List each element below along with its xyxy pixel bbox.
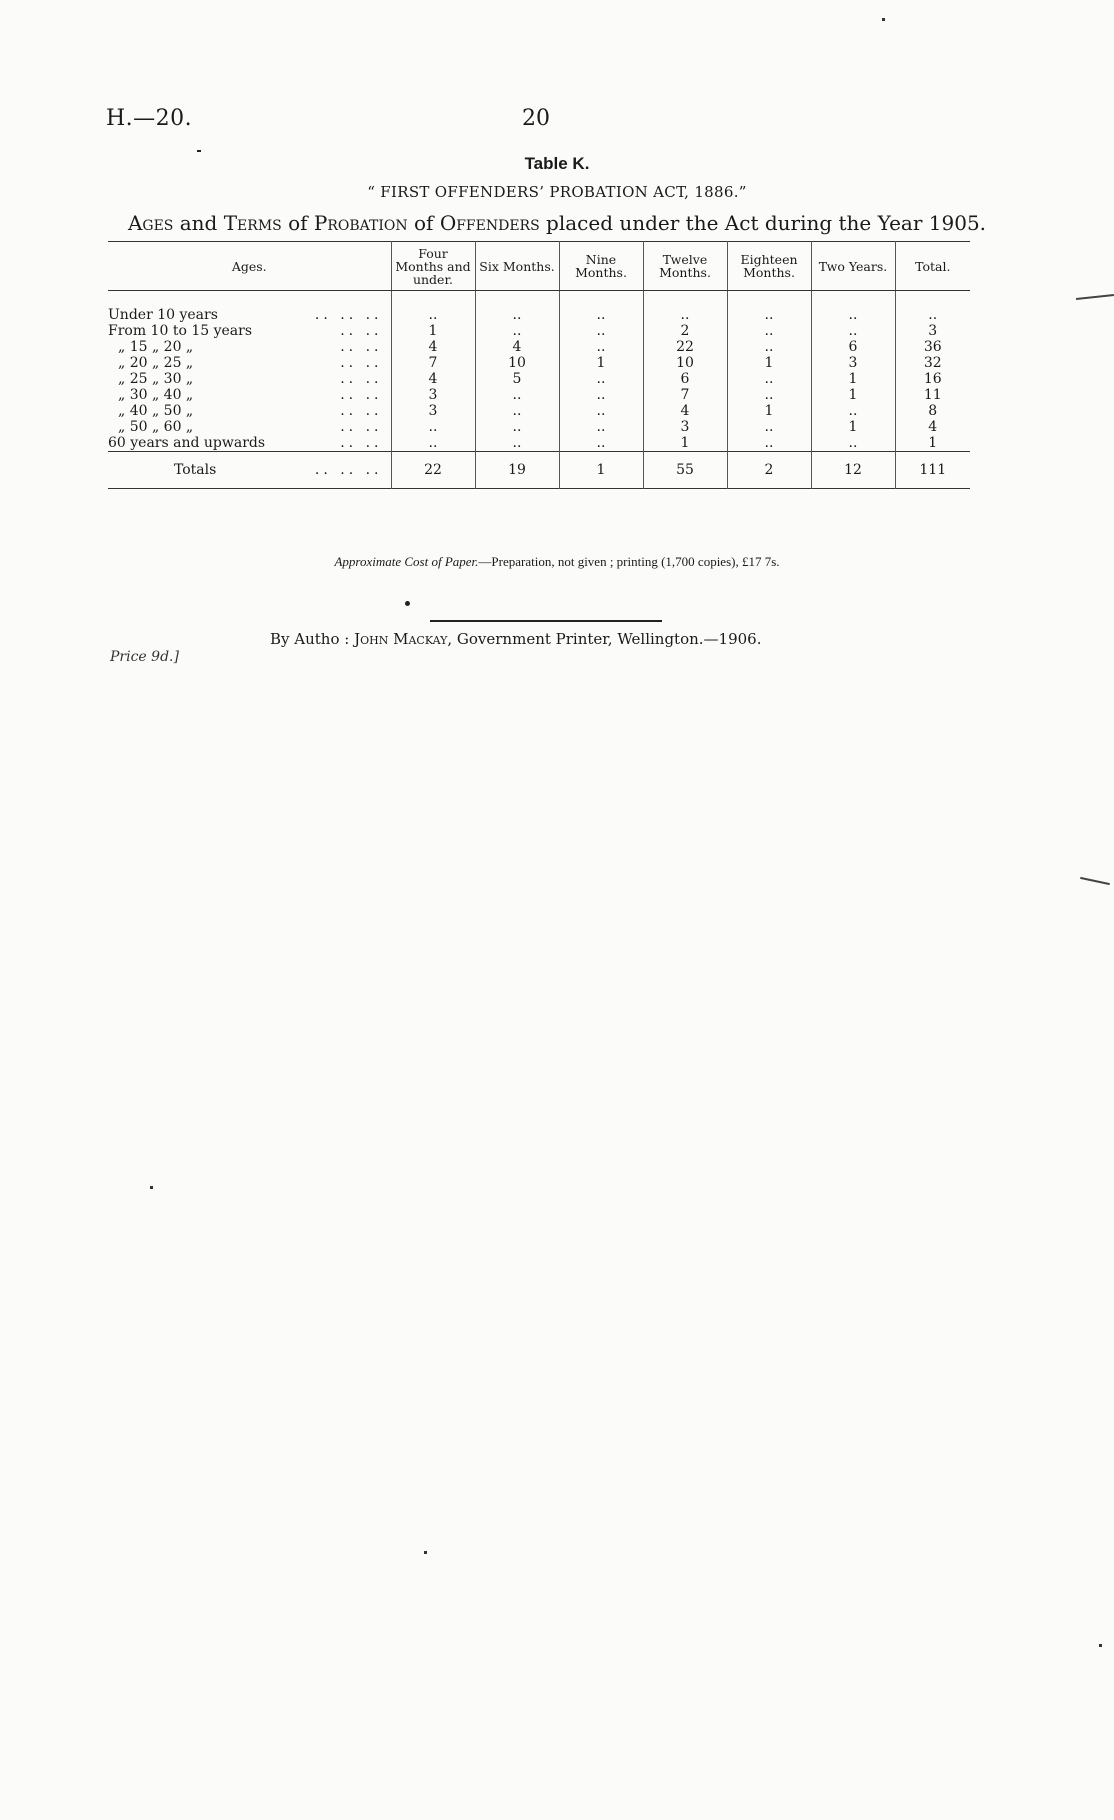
row-label [108, 387, 391, 403]
col-header-eighteen-months: Eighteen Months. [727, 242, 811, 291]
col-header-ages: Ages. [108, 242, 391, 291]
row-label-text: „ 50 „ 60 „ [118, 419, 194, 435]
cell-nine: 1 [559, 452, 643, 489]
imprint-sep: : [339, 630, 355, 648]
cell-two: 12 [811, 452, 895, 489]
cell-six: .. [475, 387, 559, 403]
row-label [108, 435, 391, 452]
table-row [108, 323, 970, 339]
leader-dots: .. .. [340, 323, 383, 339]
cell-six: .. [475, 403, 559, 419]
leader-dots: .. .. [340, 435, 383, 451]
caption-part: Terms [223, 211, 282, 235]
table-row [108, 435, 970, 452]
row-label [108, 323, 391, 339]
caption-part: Offenders [439, 211, 540, 235]
cell-two: 1 [811, 371, 895, 387]
probation-table [108, 241, 970, 489]
leader-dots: .. .. [340, 339, 383, 355]
price-note: Price 9d.] [110, 649, 179, 665]
cell-total: 4 [895, 419, 970, 435]
cell-twelve: 6 [643, 371, 727, 387]
imprint-suffix: , Government Printer, Wellington.—1906. [447, 630, 762, 648]
cell-total: 11 [895, 387, 970, 403]
cell-two: 6 [811, 339, 895, 355]
cell-twelve: 3 [643, 419, 727, 435]
caption-part: of [407, 211, 440, 235]
caption-part: of [281, 211, 314, 235]
printer-mark [197, 150, 201, 152]
cell-eighteen: .. [727, 419, 811, 435]
col-header-two-years: Two Years. [811, 242, 895, 291]
act-title: “ FIRST OFFENDERS’ PROBATION ACT, 1886.” [367, 183, 747, 201]
cell-six: .. [475, 307, 559, 323]
cell-four: 1 [391, 323, 475, 339]
row-label [108, 307, 391, 323]
table-row [108, 419, 970, 435]
table-row [108, 387, 970, 403]
cell-total: 32 [895, 355, 970, 371]
cell-six: 19 [475, 452, 559, 489]
cell-eighteen: 2 [727, 452, 811, 489]
page-number: 20 [522, 106, 550, 131]
cell-six: 10 [475, 355, 559, 371]
cell-six: .. [475, 323, 559, 339]
scan-speck [424, 1551, 427, 1554]
cell-eighteen: .. [727, 307, 811, 323]
caption-part: Ages [127, 211, 174, 235]
leader-dots: .. .. [340, 419, 383, 435]
cell-eighteen: 1 [727, 403, 811, 419]
cell-total: 1 [895, 435, 970, 452]
cell-two: .. [811, 307, 895, 323]
imprint-prefix: By Autho [270, 630, 340, 648]
cost-note [0, 554, 1114, 570]
cell-four: .. [391, 419, 475, 435]
row-label [108, 339, 391, 355]
cell-four: 3 [391, 387, 475, 403]
cell-twelve: 22 [643, 339, 727, 355]
cell-nine: .. [559, 419, 643, 435]
cell-eighteen: .. [727, 339, 811, 355]
cell-six: .. [475, 419, 559, 435]
col-header-four-months: Four Months and under. [391, 242, 475, 291]
imprint-printer: John Mackay [354, 630, 448, 648]
table-row [108, 355, 970, 371]
cell-eighteen: .. [727, 371, 811, 387]
cell-two: 3 [811, 355, 895, 371]
cell-four: 7 [391, 355, 475, 371]
row-label [108, 452, 391, 489]
cell-eighteen: 1 [727, 355, 811, 371]
cell-total: 3 [895, 323, 970, 339]
cell-nine: .. [559, 323, 643, 339]
cell-two: .. [811, 435, 895, 452]
row-label [108, 371, 391, 387]
cell-nine: 1 [559, 355, 643, 371]
row-label [108, 419, 391, 435]
caption-part: and [173, 211, 224, 235]
cell-two: .. [811, 403, 895, 419]
cell-six: 4 [475, 339, 559, 355]
cell-nine: .. [559, 387, 643, 403]
cell-twelve: 2 [643, 323, 727, 339]
row-label-text: Under 10 years [108, 307, 218, 323]
scan-speck [882, 18, 885, 21]
table-caption [0, 211, 1114, 235]
cell-nine: .. [559, 307, 643, 323]
cell-two: 1 [811, 419, 895, 435]
cell-twelve: .. [643, 307, 727, 323]
cell-twelve: 4 [643, 403, 727, 419]
report-reference: H.—20. [106, 106, 193, 131]
caption-part: Probation [313, 211, 408, 235]
cell-nine: .. [559, 339, 643, 355]
col-header-nine-months: Nine Months. [559, 242, 643, 291]
cell-four: 4 [391, 371, 475, 387]
cell-nine: .. [559, 403, 643, 419]
table-row [108, 403, 970, 419]
cell-four: .. [391, 307, 475, 323]
col-header-six-months: Six Months. [475, 242, 559, 291]
table-row [108, 371, 970, 387]
header-row [108, 242, 970, 291]
col-header-twelve-months: Twelve Months. [643, 242, 727, 291]
leader-dots: .. .. [340, 355, 383, 371]
leader-dots: .. .. [340, 371, 383, 387]
row-label [108, 403, 391, 419]
cell-eighteen: .. [727, 435, 811, 452]
cell-four: .. [391, 435, 475, 452]
cell-nine: .. [559, 435, 643, 452]
scan-mark [1076, 294, 1114, 300]
row-label-text: „ 25 „ 30 „ [118, 371, 194, 387]
row-label-text: „ 40 „ 50 „ [118, 403, 194, 419]
cell-twelve: 55 [643, 452, 727, 489]
row-label-text: From 10 to 15 years [108, 323, 253, 339]
row-label-text: Totals [174, 462, 217, 478]
cell-eighteen: .. [727, 323, 811, 339]
cell-total: 111 [895, 452, 970, 489]
totals-row [108, 452, 970, 489]
divider-rule [430, 620, 662, 622]
cell-four: 22 [391, 452, 475, 489]
cell-four: 3 [391, 403, 475, 419]
cell-four: 4 [391, 339, 475, 355]
cell-total: 16 [895, 371, 970, 387]
cell-twelve: 10 [643, 355, 727, 371]
col-header-total: Total. [895, 242, 970, 291]
leader-dots: .. .. [340, 403, 383, 419]
row-label-text: „ 15 „ 20 „ [118, 339, 194, 355]
cell-eighteen: .. [727, 387, 811, 403]
row-label-text: 60 years and upwards [108, 435, 266, 451]
cell-total: .. [895, 307, 970, 323]
spacer-row [108, 291, 970, 308]
cell-two: .. [811, 323, 895, 339]
cell-two: 1 [811, 387, 895, 403]
scan-speck [1099, 1644, 1102, 1647]
leader-dots: .. .. [340, 387, 383, 403]
table-row [108, 307, 970, 323]
row-label [108, 355, 391, 371]
caption-part: placed under the Act during the Year 1905. [539, 211, 987, 235]
cell-six: .. [475, 435, 559, 452]
cell-twelve: 7 [643, 387, 727, 403]
printer-bullet [405, 601, 410, 606]
cell-twelve: 1 [643, 435, 727, 452]
imprint [270, 630, 762, 648]
cell-total: 36 [895, 339, 970, 355]
leader-dots: .. .. .. [314, 307, 383, 323]
cost-text: —Preparation, not given ; printing (1,700 copies), £17 7s. [478, 554, 780, 569]
scan-speck [150, 1186, 153, 1189]
cell-nine: .. [559, 371, 643, 387]
leader-dots: .. .. .. [314, 462, 383, 478]
row-label-text: „ 20 „ 25 „ [118, 355, 194, 371]
cell-six: 5 [475, 371, 559, 387]
scan-mark [1080, 877, 1110, 885]
table-row [108, 339, 970, 355]
cost-label: Approximate Cost of Paper. [334, 554, 479, 569]
row-label-text: „ 30 „ 40 „ [118, 387, 194, 403]
cell-total: 8 [895, 403, 970, 419]
table-title: Table K. [524, 154, 590, 173]
